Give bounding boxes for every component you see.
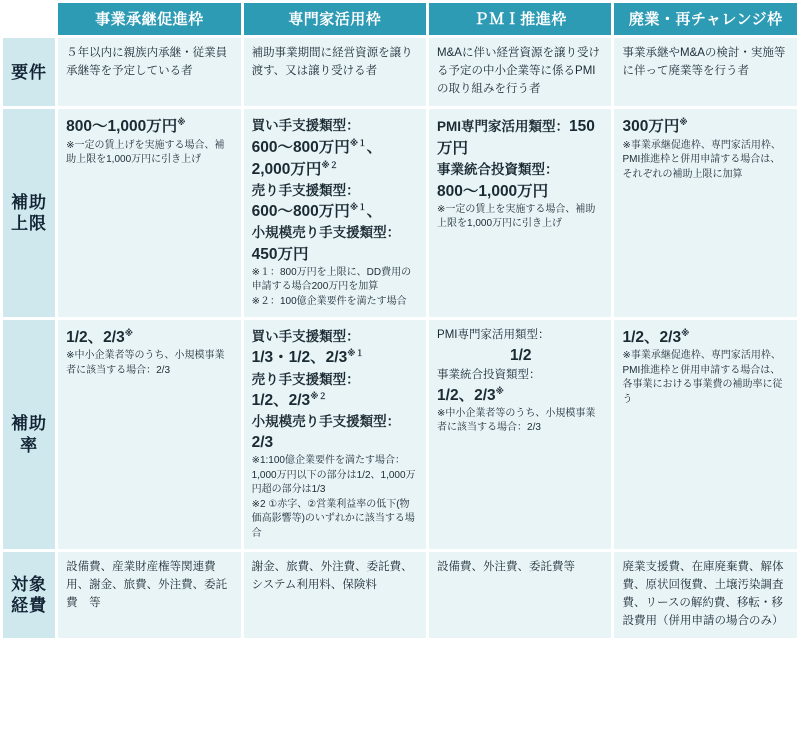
cap-2-value-1-mark: ※１ xyxy=(349,137,367,148)
cell-expenses-2 xyxy=(244,552,426,638)
cell-requirement-3 xyxy=(429,38,611,106)
rate-1-value-text: 1/2、2/3 xyxy=(66,329,125,347)
rate-3-value-2 xyxy=(437,385,604,407)
cap-value-1-mark: ※ xyxy=(177,117,186,128)
row-label-requirement: 要件 xyxy=(3,38,55,106)
cap-2-value-2-text: 2,000万円 xyxy=(251,161,322,178)
cell-expenses-4 xyxy=(614,552,797,638)
expenses-text-4: 廃業支援費、在庫廃棄費、解体費、原状回復費、土壌汚染調査費、リースの解約費、移転・移設費用（併用申請の場合のみ） xyxy=(622,561,784,627)
rate-4-value xyxy=(622,327,790,349)
cap-2-value-3-text: 600～800万円 xyxy=(251,203,350,221)
requirement-text-4: 事業承継やM&Aの検討・実施等に伴って廃業等を行う者 xyxy=(622,47,786,77)
rate-2-label-2: 売り手支援類型： xyxy=(251,371,360,387)
cell-cap-3 xyxy=(429,109,611,317)
cap-2-value-4: 450万円 xyxy=(251,245,309,263)
cap-3-label-1-text: PMI専門家活用類型： xyxy=(437,119,570,135)
cap-4-note: ※事業承継促進枠、専門家活用枠、PMI推進枠と併用申請する場合は、それぞれの補助上限に加算 xyxy=(622,139,781,180)
cap-4-value-text: 300万円 xyxy=(622,118,680,136)
rate-2-label-1: 買い手支援類型： xyxy=(251,329,360,345)
table-row-subsidy-rate xyxy=(3,320,797,549)
cell-cap-4 xyxy=(614,109,797,317)
rate-4-value-mark: ※ xyxy=(681,328,690,339)
rate-1-note: ※中小企業者等のうち、小規模事業者に該当する場合：2/3 xyxy=(66,350,225,376)
cap-3-value-1: 150万円 xyxy=(437,118,595,158)
rate-2-note-1: ※1:100億企業要件を満たす場合：1,000万円以下の部分は1/2、1,000万円超の部分は1/3 xyxy=(251,455,416,496)
cell-requirement-4 xyxy=(614,38,797,106)
cap-2-note-2: ※２：100億企業要件を満たす場合 xyxy=(251,295,407,307)
table-header-row xyxy=(3,3,797,35)
rate-4-note: ※事業承継促進枠、専門家活用枠、PMI推進枠と併用申請する場合は、各事業における事業費の補助率に従う xyxy=(622,350,783,405)
table-row-requirement xyxy=(3,38,797,106)
cap-2-value-1 xyxy=(252,137,419,159)
cap-value-1 xyxy=(66,116,233,138)
cap-2-label-3: 小規模売り手支援類型： xyxy=(251,225,401,241)
cell-cap-1 xyxy=(58,109,240,317)
cell-expenses-1 xyxy=(58,552,240,638)
row-label-subsidy-rate: 補助率 xyxy=(3,320,55,549)
cell-rate-2 xyxy=(244,320,426,549)
cap-3-label-1 xyxy=(437,116,604,160)
table-corner-cell xyxy=(3,3,55,35)
rate-3-note: ※中小企業者等のうち、小規模事業者に該当する場合：2/3 xyxy=(437,407,596,434)
rate-2-value-2-text: 1/2、2/3 xyxy=(251,391,311,409)
cap-note-1: ※一定の賃上げを実施する場合、補助上限を1,000万円に引き上げ xyxy=(66,139,225,166)
requirement-text-1: ５年以内に親族内承継・従業員承継等を予定している者 xyxy=(66,47,228,77)
cap-2-value-2 xyxy=(252,159,419,181)
row-label-subsidy-cap: 補助上限 xyxy=(3,109,55,317)
rate-3-label-1: PMI専門家活用類型： xyxy=(437,329,550,342)
cap-4-value xyxy=(622,116,790,138)
cap-value-1-text: 800～1,000万円 xyxy=(66,118,178,136)
cell-rate-3 xyxy=(429,320,611,549)
requirement-text-3: M&Aに伴い経営資源を譲り受ける予定の中小企業等に係るPMIの取り組みを行う者 xyxy=(437,47,600,95)
column-header-2: 専門家活用枠 xyxy=(244,3,426,35)
expenses-text-2: 謝金、旅費、外注費、委託費、システム利用料、保険料 xyxy=(251,561,413,592)
rate-2-value-1-mark: ※１ xyxy=(347,348,364,359)
cap-2-value-3 xyxy=(252,201,419,223)
expenses-text-3: 設備費、外注費、委託費等 xyxy=(437,561,576,574)
cap-2-label-1: 買い手支援類型： xyxy=(251,118,360,134)
rate-2-value-2-mark: ※２ xyxy=(310,390,327,401)
requirement-text-2: 補助事業期間に経営資源を譲り渡す、又は譲り受ける者 xyxy=(251,47,413,77)
cap-2-value-3-tail: 、 xyxy=(366,203,383,221)
rate-3-value-2-mark: ※ xyxy=(495,385,504,396)
rate-4-value-text: 1/2、2/3 xyxy=(622,329,682,347)
column-header-1: 事業承継促進枠 xyxy=(58,3,240,35)
cell-cap-2 xyxy=(244,109,426,317)
rate-2-value-1-text: 1/3・1/2、2/3 xyxy=(251,349,348,367)
rate-3-value-2-text: 1/2、2/3 xyxy=(437,386,496,404)
cap-3-value-2: 800～1,000万円 xyxy=(437,182,549,200)
rate-3-value-1: 1/2 xyxy=(509,346,532,364)
cell-rate-4 xyxy=(614,320,797,549)
cap-3-note: ※一定の賃上を実施する場合、補助上限を1,000万円に引き上げ xyxy=(437,203,596,230)
rate-2-value-2 xyxy=(252,390,419,412)
column-header-3: ＰＭＩ推進枠 xyxy=(429,3,611,35)
cap-2-value-3-mark: ※１ xyxy=(349,202,367,213)
cap-2-note-1: ※１：800万円を上限に、DD費用の申請する場合200万円を加算 xyxy=(251,266,412,293)
rate-2-value-1 xyxy=(252,347,419,369)
cell-expenses-3 xyxy=(429,552,611,638)
cap-2-value-2-mark: ※２ xyxy=(321,159,339,170)
table-row-subsidy-cap xyxy=(3,109,797,317)
expenses-text-1: 設備費、産業財産権等関連費用、謝金、旅費、外注費、委託費 等 xyxy=(66,561,228,609)
rate-1-value xyxy=(66,327,233,349)
cell-requirement-1 xyxy=(58,38,240,106)
cap-2-value-1-text: 600～800万円 xyxy=(251,138,350,156)
row-label-eligible-expenses: 対象経費 xyxy=(3,552,55,638)
rate-2-label-3: 小規模売り手支援類型： xyxy=(251,413,401,429)
rate-1-value-mark: ※ xyxy=(124,328,133,339)
cap-3-label-2: 事業統合投資類型： xyxy=(437,162,559,178)
rate-3-label-2: 事業統合投資類型： xyxy=(437,368,541,381)
rate-2-value-3: 2/3 xyxy=(251,434,274,452)
cell-rate-1 xyxy=(58,320,240,549)
cap-2-value-1-tail: 、 xyxy=(366,138,383,156)
table-row-eligible-expenses xyxy=(3,552,797,638)
rate-2-note-2: ※2 ①赤字、②営業利益率の低下(物価高影響等)のいずれかに該当する場合 xyxy=(251,498,415,539)
cell-requirement-2 xyxy=(244,38,426,106)
cap-4-value-mark: ※ xyxy=(679,117,688,128)
cap-2-label-2: 売り手支援類型： xyxy=(251,183,360,198)
column-header-4: 廃業・再チャレンジ枠 xyxy=(614,3,797,35)
